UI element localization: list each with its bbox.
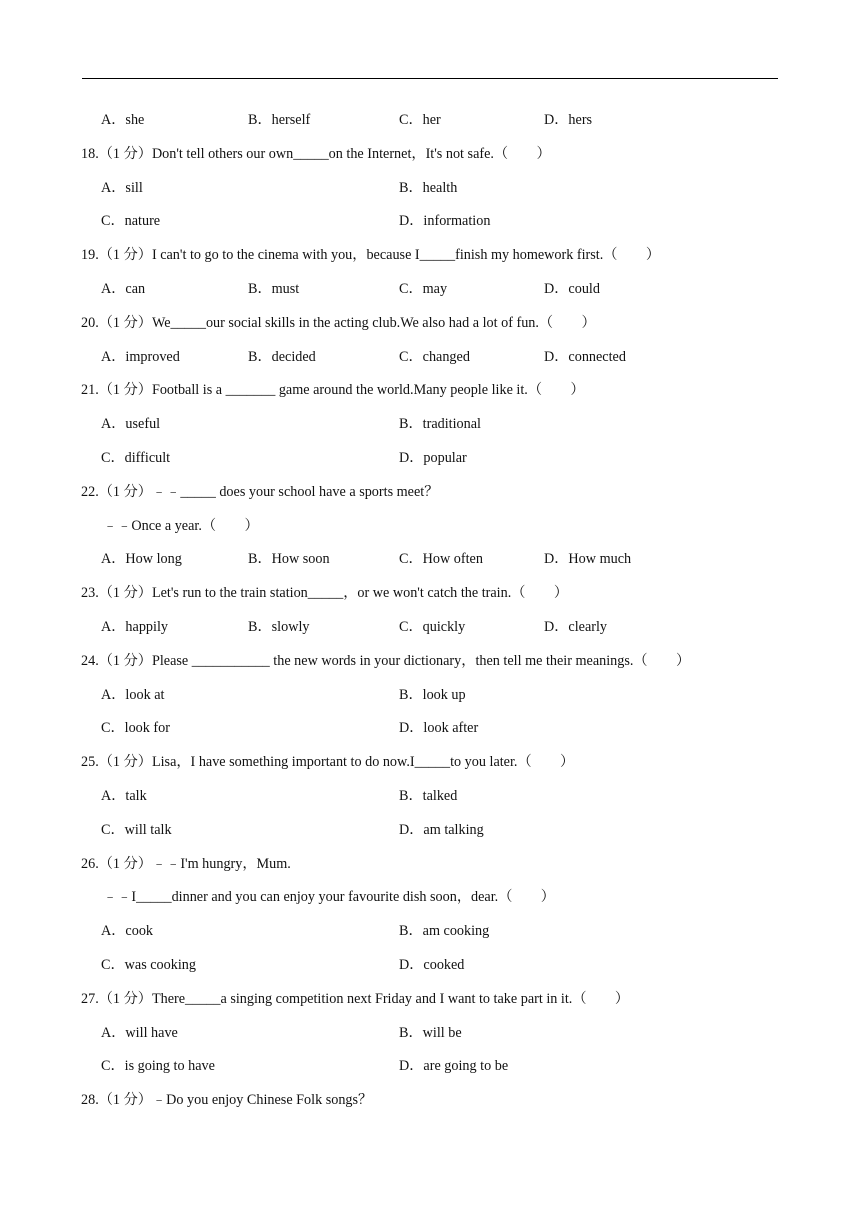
option: B．health: [399, 179, 458, 196]
option: D．am talking: [399, 821, 484, 838]
option: D．look after: [399, 720, 479, 737]
option: C．her: [399, 112, 441, 128]
question-stem: 26.（1 分）﹣﹣I'm hungry，Mum.: [81, 855, 291, 872]
question-list: [81, 108, 781, 1122]
option: C．will talk: [101, 821, 172, 838]
option: B．traditional: [399, 416, 481, 433]
options-row: [81, 547, 781, 581]
option: B．slowly: [248, 618, 310, 635]
option: C．difficult: [101, 449, 171, 466]
option: B．How soon: [248, 551, 330, 568]
option: D．are going to be: [399, 1058, 509, 1075]
question-stem-continued: ﹣﹣Once a year.（ ）: [103, 517, 259, 534]
options-row: [81, 919, 781, 953]
option: B．am cooking: [399, 923, 490, 940]
header-rule: [82, 78, 778, 79]
option: C．is going to have: [101, 1058, 215, 1075]
options-row: [81, 412, 781, 446]
question-stem: 20.（1 分）We_____our social skills in the acting club.We also had a lot of fun.（ ）: [81, 314, 596, 331]
options-row: [81, 784, 781, 818]
option: C．may: [399, 280, 448, 297]
question-stem: 18.（1 分）Don't tell others our own_____on the Internet，It's not safe.（ ）: [81, 145, 551, 162]
option: B．must: [248, 280, 300, 297]
option: D．hers: [544, 112, 593, 128]
option: C．changed: [399, 348, 470, 365]
option: C．How often: [399, 551, 483, 568]
question-stem: 28.（1 分）﹣Do you enjoy Chinese Folk songs？: [81, 1092, 373, 1109]
options-row: [81, 818, 781, 852]
option: D．How much: [544, 551, 632, 568]
option: B．will be: [399, 1024, 462, 1041]
option: B．decided: [248, 348, 316, 365]
options-row: [81, 108, 781, 142]
options-row: [81, 176, 781, 210]
question-stem: 24.（1 分）Please ___________ the new words in your dictionary，then tell me their meanings.（ ）: [81, 652, 691, 669]
option: A．will have: [101, 1024, 178, 1041]
options-row: [81, 446, 781, 480]
option: A．look at: [101, 686, 165, 703]
options-row: [81, 1021, 781, 1055]
option: A．can: [101, 280, 146, 297]
options-row: [81, 345, 781, 379]
options-row: [81, 683, 781, 717]
question-stem: 23.（1 分）Let's run to the train station_____，or we won't catch the train.（ ）: [81, 585, 569, 602]
option: C．quickly: [399, 618, 466, 635]
question-stem-continued: ﹣﹣I_____dinner and you can enjoy your favourite dish soon，dear.（ ）: [103, 889, 555, 906]
question-stem: 21.（1 分）Football is a _______ game around the world.Many people like it.（ ）: [81, 382, 585, 399]
option: A．sill: [101, 179, 143, 196]
option: A．cook: [101, 923, 154, 940]
question-stem: 25.（1 分）Lisa，I have something important to do now.I_____to you later.（ ）: [81, 754, 575, 771]
option: D．information: [399, 213, 491, 230]
option: B．look up: [399, 686, 466, 703]
option: A．she: [101, 112, 145, 128]
options-row: [81, 953, 781, 987]
option: D．could: [544, 280, 600, 297]
question-stem: 22.（1 分）﹣﹣_____ does your school have a sports meet？: [81, 483, 439, 500]
options-row: [81, 716, 781, 750]
option: A．How long: [101, 551, 182, 568]
option: D．connected: [544, 348, 626, 365]
option: A．happily: [101, 618, 168, 635]
question-stem: 27.（1 分）There_____a singing competition next Friday and I want to take part in it.（ ）: [81, 990, 630, 1007]
options-row: [81, 1054, 781, 1088]
options-row: [81, 277, 781, 311]
option: D．popular: [399, 449, 467, 466]
option: D．cooked: [399, 956, 465, 973]
option: A．talk: [101, 787, 147, 804]
option: B．talked: [399, 787, 458, 804]
option: A．improved: [101, 348, 180, 365]
option: C．nature: [101, 213, 161, 230]
options-row: [81, 209, 781, 243]
question-stem: 19.（1 分）I can't to go to the cinema with you，because I_____finish my homework first.（ ）: [81, 247, 661, 264]
options-row: [81, 615, 781, 649]
option: B．herself: [248, 112, 311, 128]
option: C．look for: [101, 720, 170, 737]
option: D．clearly: [544, 618, 608, 635]
option: A．useful: [101, 416, 161, 433]
option: C．was cooking: [101, 956, 196, 973]
